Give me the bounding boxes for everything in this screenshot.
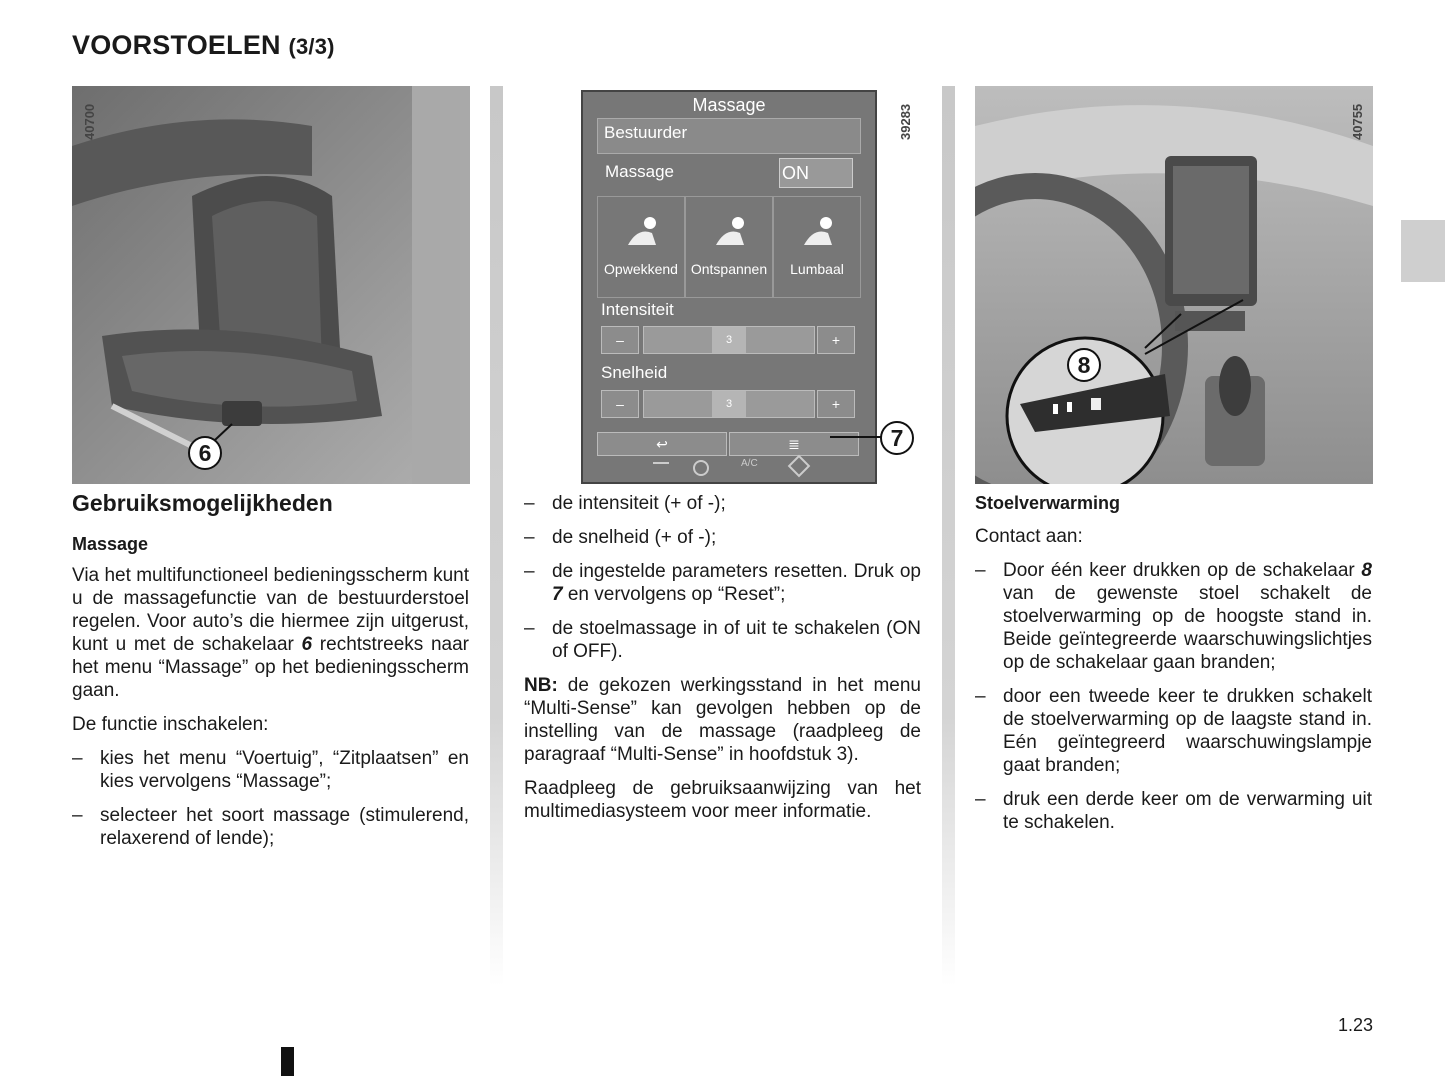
callout-7: 7 [880,421,914,455]
ref-number: 7 [552,584,563,605]
mode-label: Ontspannen [690,261,768,277]
speed-label: Snelheid [601,363,668,382]
list-dash: – [975,686,986,707]
list-item-text: kies het menu “Voertuig”, “Zitplaatsen” en kies vervolgens “Massage”; [100,748,469,792]
massage-seat-icon [798,215,838,251]
list-item-text: door een tweede keer te drukken schakelt de stoelverwarming op de laagste stand in. Eén geïntegreerd waarschuwingslampje gaat branden; [1003,686,1372,776]
intensity-value: 3 [712,327,746,353]
list-item [524,617,921,663]
mode-label: Opwekkend [604,261,678,277]
column-divider [490,86,503,986]
intensity-minus-button[interactable]: – [601,326,639,354]
callout-line [830,436,882,438]
mode-label: Lumbaal [790,261,844,277]
list-dash: – [72,805,83,826]
column-2 [524,492,921,834]
column-3 [975,492,1372,845]
ac-label: A/C [741,458,758,469]
section-heading: Gebruiksmogelijkheden [72,490,333,516]
list-item-text: de snelheid (+ of -); [552,527,717,548]
paragraph-contact: Contact aan: [975,526,1083,547]
seat-illustration [72,86,470,484]
page-number: 1.23 [1337,1015,1373,1035]
figure-ref-dashboard: 40755 [1350,103,1365,140]
text-span: Door één keer drukken op de schakelaar [1003,560,1362,581]
paragraph-enable: De functie inschakelen: [72,714,269,735]
list-item [72,804,469,850]
list-dash: – [72,748,83,769]
list-item [524,492,921,515]
subheading-massage: Massage [72,534,149,554]
speed-plus-button[interactable]: + [817,390,855,418]
list-item [524,560,921,606]
list-dash: – [524,561,535,582]
mode-tile-opwekkend[interactable] [597,196,685,298]
list-item [975,559,1372,674]
ref-number: 8 [1361,560,1372,581]
list-item-text: de intensiteit (+ of -); [552,493,726,514]
intensity-plus-button[interactable]: + [817,326,855,354]
driver-tab[interactable] [597,118,861,154]
massage-toggle-label: Massage [605,162,674,181]
figure-ref-screen: 39283 [898,103,913,140]
figure-ref-seat: 40700 [82,103,97,140]
speed-value: 3 [712,391,746,417]
mode-tile-lumbaal[interactable] [773,196,861,298]
massage-screen [581,90,877,484]
callout-6: 6 [188,436,222,470]
dashboard-photo [975,86,1373,484]
massage-toggle[interactable] [779,158,853,188]
massage-seat-icon [710,215,750,251]
callout-8: 8 [1067,348,1101,382]
list-item [524,526,921,549]
subheading-seat-heating: Stoelverwarming [975,493,1121,513]
list-dash: – [524,527,535,548]
massage-toggle-value: ON [782,163,809,183]
defrost-icon [788,455,811,478]
recirculation-icon [653,462,669,474]
list-dash: – [524,493,535,514]
list-dash: – [975,560,986,581]
speed-slider[interactable] [643,390,815,418]
menu-icon[interactable]: ≣ [729,432,859,456]
page-title-text: VOORSTOELEN [72,30,281,60]
section-tab [1401,220,1445,282]
fan-icon [693,460,709,476]
nb-note [524,674,921,766]
nb-text: de gekozen werkingsstand in het menu “Multi-Sense” kan gevolgen hebben op de instelling van de massage (raadpleeg de paragraaf “Multi-Sense” in hoofdstuk 3). [524,675,921,765]
list-item [72,747,469,793]
list-dash: – [524,618,535,639]
massage-seat-icon [622,215,662,251]
text-span: en vervolgens op “Reset”; [562,584,786,605]
ref-number: 6 [301,634,313,655]
seat-photo [72,86,470,484]
list-dash: – [975,789,986,810]
intensity-label: Intensiteit [601,300,674,319]
text-span: rechtstreeks naar het menu “Massage” op het bedieningsscherm gaan. [72,634,469,701]
page-title [72,30,335,61]
list-item [975,685,1372,777]
paragraph-more-info: Raadpleeg de gebruiksaanwijzing van het multimediasysteem voor meer informatie. [524,778,921,822]
driver-tab-label: Bestuurder [604,123,688,142]
nb-label: NB: [524,675,558,696]
speed-minus-button[interactable]: – [601,390,639,418]
page-title-part: (3/3) [288,34,335,59]
column-1 [72,492,469,861]
mode-tile-ontspannen[interactable] [685,196,773,298]
list-item-text: selecteer het soort massage (stimulerend, relaxerend of lende); [100,805,469,849]
text-span: Via het multifunctioneel bedieningsscherm kunt u de massagefunctie van de bestuurderstoel regelen. Voor auto’s die hiermee zijn uitgerust, kunt u met de schakelaar [72,565,469,655]
intensity-slider[interactable] [643,326,815,354]
list-item [975,788,1372,834]
print-mark [281,1047,294,1076]
text-span: de ingestelde parameters resetten. Druk op [552,561,921,582]
list-item-text: druk een derde keer om de verwarming uit te schakelen. [1003,789,1372,833]
screen-title: Massage [692,95,766,115]
column-divider [942,86,955,986]
back-icon[interactable]: ↩ [597,432,727,456]
paragraph-intro [72,564,469,702]
dashboard-illustration [975,86,1373,484]
list-item-text: de stoelmassage in of uit te schakelen (ON of OFF). [552,618,921,662]
text-span: van de gewenste stoel schakelt de stoelverwarming op de hoogste stand in. Beide geïntegreerde waarschuwingslichtjes op de schakelaar gaan branden; [1003,583,1372,673]
